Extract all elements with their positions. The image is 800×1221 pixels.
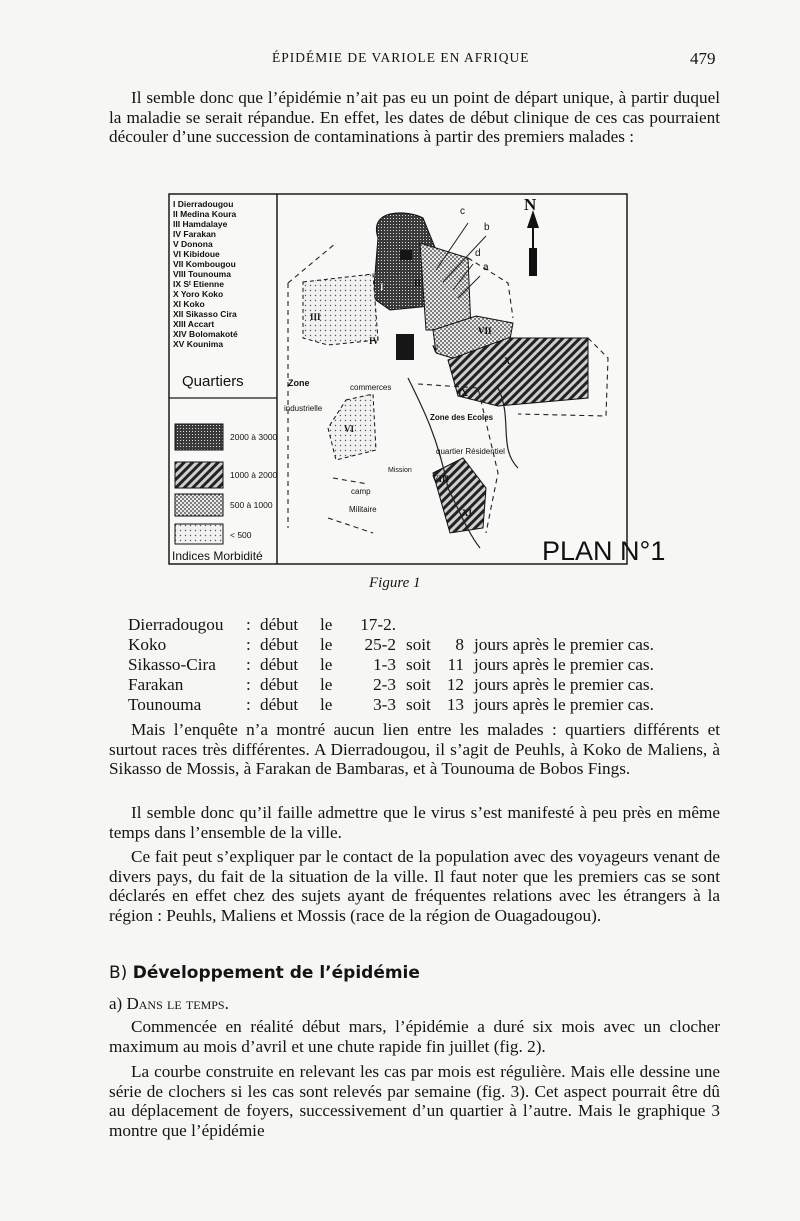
quartier-label: XIV Bolomakoté — [173, 329, 238, 339]
case-days: 13 — [446, 695, 464, 714]
table-row: Tounouma : début le 3-3 soit 13 jours après le premier cas. — [128, 695, 654, 714]
quartier-zone — [396, 334, 414, 360]
map-label: b — [484, 222, 490, 233]
quartier-label: XII Sikasso Cira — [173, 309, 237, 319]
map-label: VII — [478, 326, 492, 336]
quartier-label: I Dierradougou — [173, 199, 234, 209]
case-debut: début — [260, 635, 299, 654]
subsection-title: Dans le temps. — [126, 994, 229, 1013]
case-soit: soit — [406, 655, 431, 674]
case-date: 25-2 — [364, 635, 396, 654]
quartier-label: V Donona — [173, 239, 213, 249]
case-soit: soit — [406, 675, 431, 694]
case-date: 17-2. — [360, 615, 396, 634]
case-le: le — [320, 695, 333, 714]
map-label: IV — [369, 336, 380, 346]
map-label: d — [475, 248, 481, 259]
case-le: le — [320, 655, 333, 674]
section-letter: B) — [109, 963, 128, 983]
paragraph-duration: Commencée en réalité début mars, l’épidémie a duré six mois avec un clocher maximum au mois d’avril et une chute rapide fin juillet (fig. 2). — [109, 1017, 720, 1056]
case-soit: soit — [406, 635, 431, 654]
case-debut: début — [260, 615, 299, 634]
quartier-label: III Hamdalaye — [173, 219, 228, 229]
quartier-zone — [400, 250, 412, 260]
map-label: c — [460, 206, 465, 217]
map-label: II — [414, 278, 422, 288]
case-days: 8 — [455, 635, 464, 654]
case-town: Koko — [128, 635, 167, 654]
map-label: Zone des Ecoles — [430, 413, 494, 422]
index-label: < 500 — [230, 530, 252, 540]
case-le: le — [320, 615, 333, 634]
case-date: 3-3 — [373, 695, 396, 714]
case-date: 2-3 — [373, 675, 396, 694]
case-days — [442, 615, 474, 635]
case-rest: jours après le premier cas. — [474, 655, 654, 674]
map-label: Militaire — [349, 505, 377, 514]
case-date: 1-3 — [373, 655, 396, 674]
plan-title: PLAN N°1 — [542, 536, 666, 566]
table-row: Koko : début le 25-2 soit 8 jours après le premier cas. — [128, 635, 654, 654]
case-le: le — [320, 635, 333, 654]
map-label: VIII — [432, 474, 450, 484]
map-label: commerces — [350, 383, 392, 392]
map-label: X — [504, 356, 511, 366]
case-rest: jours après le premier cas. — [474, 695, 654, 714]
paragraph-no-link: Mais l’enquête n’a montré aucun lien entre les malades : quartiers différents et surtout races très différentes. A Dierradougou, il s’agit de Peuhls, à Koko de Maliens, à Sikasso de Mossis, à Farakan de Bambaras, et à Tounouma de Bobos Fings. — [109, 720, 720, 779]
running-title: ÉPIDÉMIE DE VARIOLE EN AFRIQUE — [272, 50, 530, 65]
quartier-label: XIII Accart — [173, 319, 215, 329]
map-label: Mission — [388, 467, 412, 474]
quartier-label: II Medina Koura — [173, 209, 237, 219]
map-label: quartier Résidentiel — [436, 447, 505, 456]
quartier-label: X Yoro Koko — [173, 289, 224, 299]
case-days: 12 — [446, 675, 464, 694]
map-label: V — [432, 344, 439, 354]
case-soit — [406, 615, 442, 635]
case-town: Tounouma — [128, 695, 202, 714]
map-label: industrielle — [284, 404, 323, 413]
table-row: Farakan : début le 2-3 soit 12 jours après le premier cas. — [128, 675, 654, 694]
case-rest: jours après le premier cas. — [474, 675, 654, 694]
quartier-label: IX Sᵗ Etienne — [173, 279, 224, 289]
section-title: Développement de l’épidémie — [132, 963, 420, 983]
index-label: 500 à 1000 — [230, 500, 273, 510]
quartier-label: VII Kombougou — [173, 259, 236, 269]
quartiers-title: Quartiers — [182, 373, 244, 390]
map-label: III — [310, 312, 321, 322]
paragraph-contact: Ce fait peut s’expliquer par le contact de la population avec des voyageurs venant de divers pays, du fait de la situation de la ville. Il faut noter que les premiers cas se sont déclarés en effet chez des sujets ayant de fréquentes relations avec les étrangers à la région : Peuhls, Maliens et Mossis (race de la région de Ouagadougou). — [109, 847, 720, 925]
case-debut: début — [260, 695, 299, 714]
quartier-label: XV Kounima — [173, 339, 224, 349]
swatch-1000-2000 — [175, 462, 223, 488]
map-label: camp — [351, 487, 371, 496]
map-label: VI — [344, 424, 355, 434]
page-number: 479 — [690, 49, 716, 68]
case-rest: jours après le premier cas. — [474, 635, 654, 654]
case-le: le — [320, 675, 333, 694]
map-label: XI — [462, 508, 473, 518]
section-heading — [109, 963, 420, 983]
quartier-zone — [303, 274, 378, 345]
quartier-label: XI Koko — [173, 299, 205, 309]
case-town: Farakan — [128, 675, 184, 694]
swatch-under-500 — [175, 524, 223, 544]
north-label: N — [524, 195, 537, 214]
table-row: Dierradougou : début le 17-2. — [128, 615, 654, 635]
quartier-label: VIII Tounouma — [173, 269, 231, 279]
index-label: 1000 à 2000 — [230, 470, 278, 480]
case-days: 11 — [447, 655, 464, 674]
subsection-letter: a) — [109, 994, 123, 1013]
quartier-label: VI Kibidoue — [173, 249, 220, 259]
quartier-label: IV Farakan — [173, 229, 216, 239]
table-row: Sikasso-Cira : début le 1-3 soit 11 jours après le premier cas. — [128, 655, 654, 674]
map-label: Zone — [288, 378, 310, 388]
case-town: Dierradougou — [128, 615, 224, 634]
paragraph-curve: La courbe construite en relevant les cas par mois est régulière. Mais elle dessine une série de clochers si les cas sont relevés par semaine (fig. 3). Cet aspect pourrait être dû au déplacement de foyers, successivement d’un quartier à l’autre. Mais le graphique 3 montre que l’épidémie — [109, 1062, 720, 1140]
case-debut: début — [260, 675, 299, 694]
swatch-500-1000 — [175, 494, 223, 516]
case-town: Sikasso-Cira — [128, 655, 216, 674]
map-label: a — [483, 262, 489, 273]
case-soit: soit — [406, 695, 431, 714]
figure-caption: Figure 1 — [369, 575, 421, 591]
cases-table — [128, 615, 654, 715]
subsection-heading — [109, 994, 229, 1014]
swatch-2000-3000 — [175, 424, 223, 450]
city-plan-map — [168, 188, 666, 566]
figure-1-plan — [168, 188, 666, 566]
map-label: I — [380, 282, 384, 292]
case-debut: début — [260, 655, 299, 674]
indices-title: Indices Morbidité — [172, 549, 263, 563]
paragraph-intro: Il semble donc que l’épidémie n’ait pas eu un point de départ unique, à partir duquel la maladie se serait répandue. En effet, les dates de début clinique de ces cas pourraient découler d’une succession de contaminations à partir des premiers malades : — [109, 88, 720, 147]
paragraph-same-time: Il semble donc qu’il faille admettre que le virus s’est manifesté à peu près en même temps dans l’ensemble de la ville. — [109, 803, 720, 842]
map-label: IX — [458, 388, 469, 398]
index-label: 2000 à 3000 — [230, 432, 278, 442]
